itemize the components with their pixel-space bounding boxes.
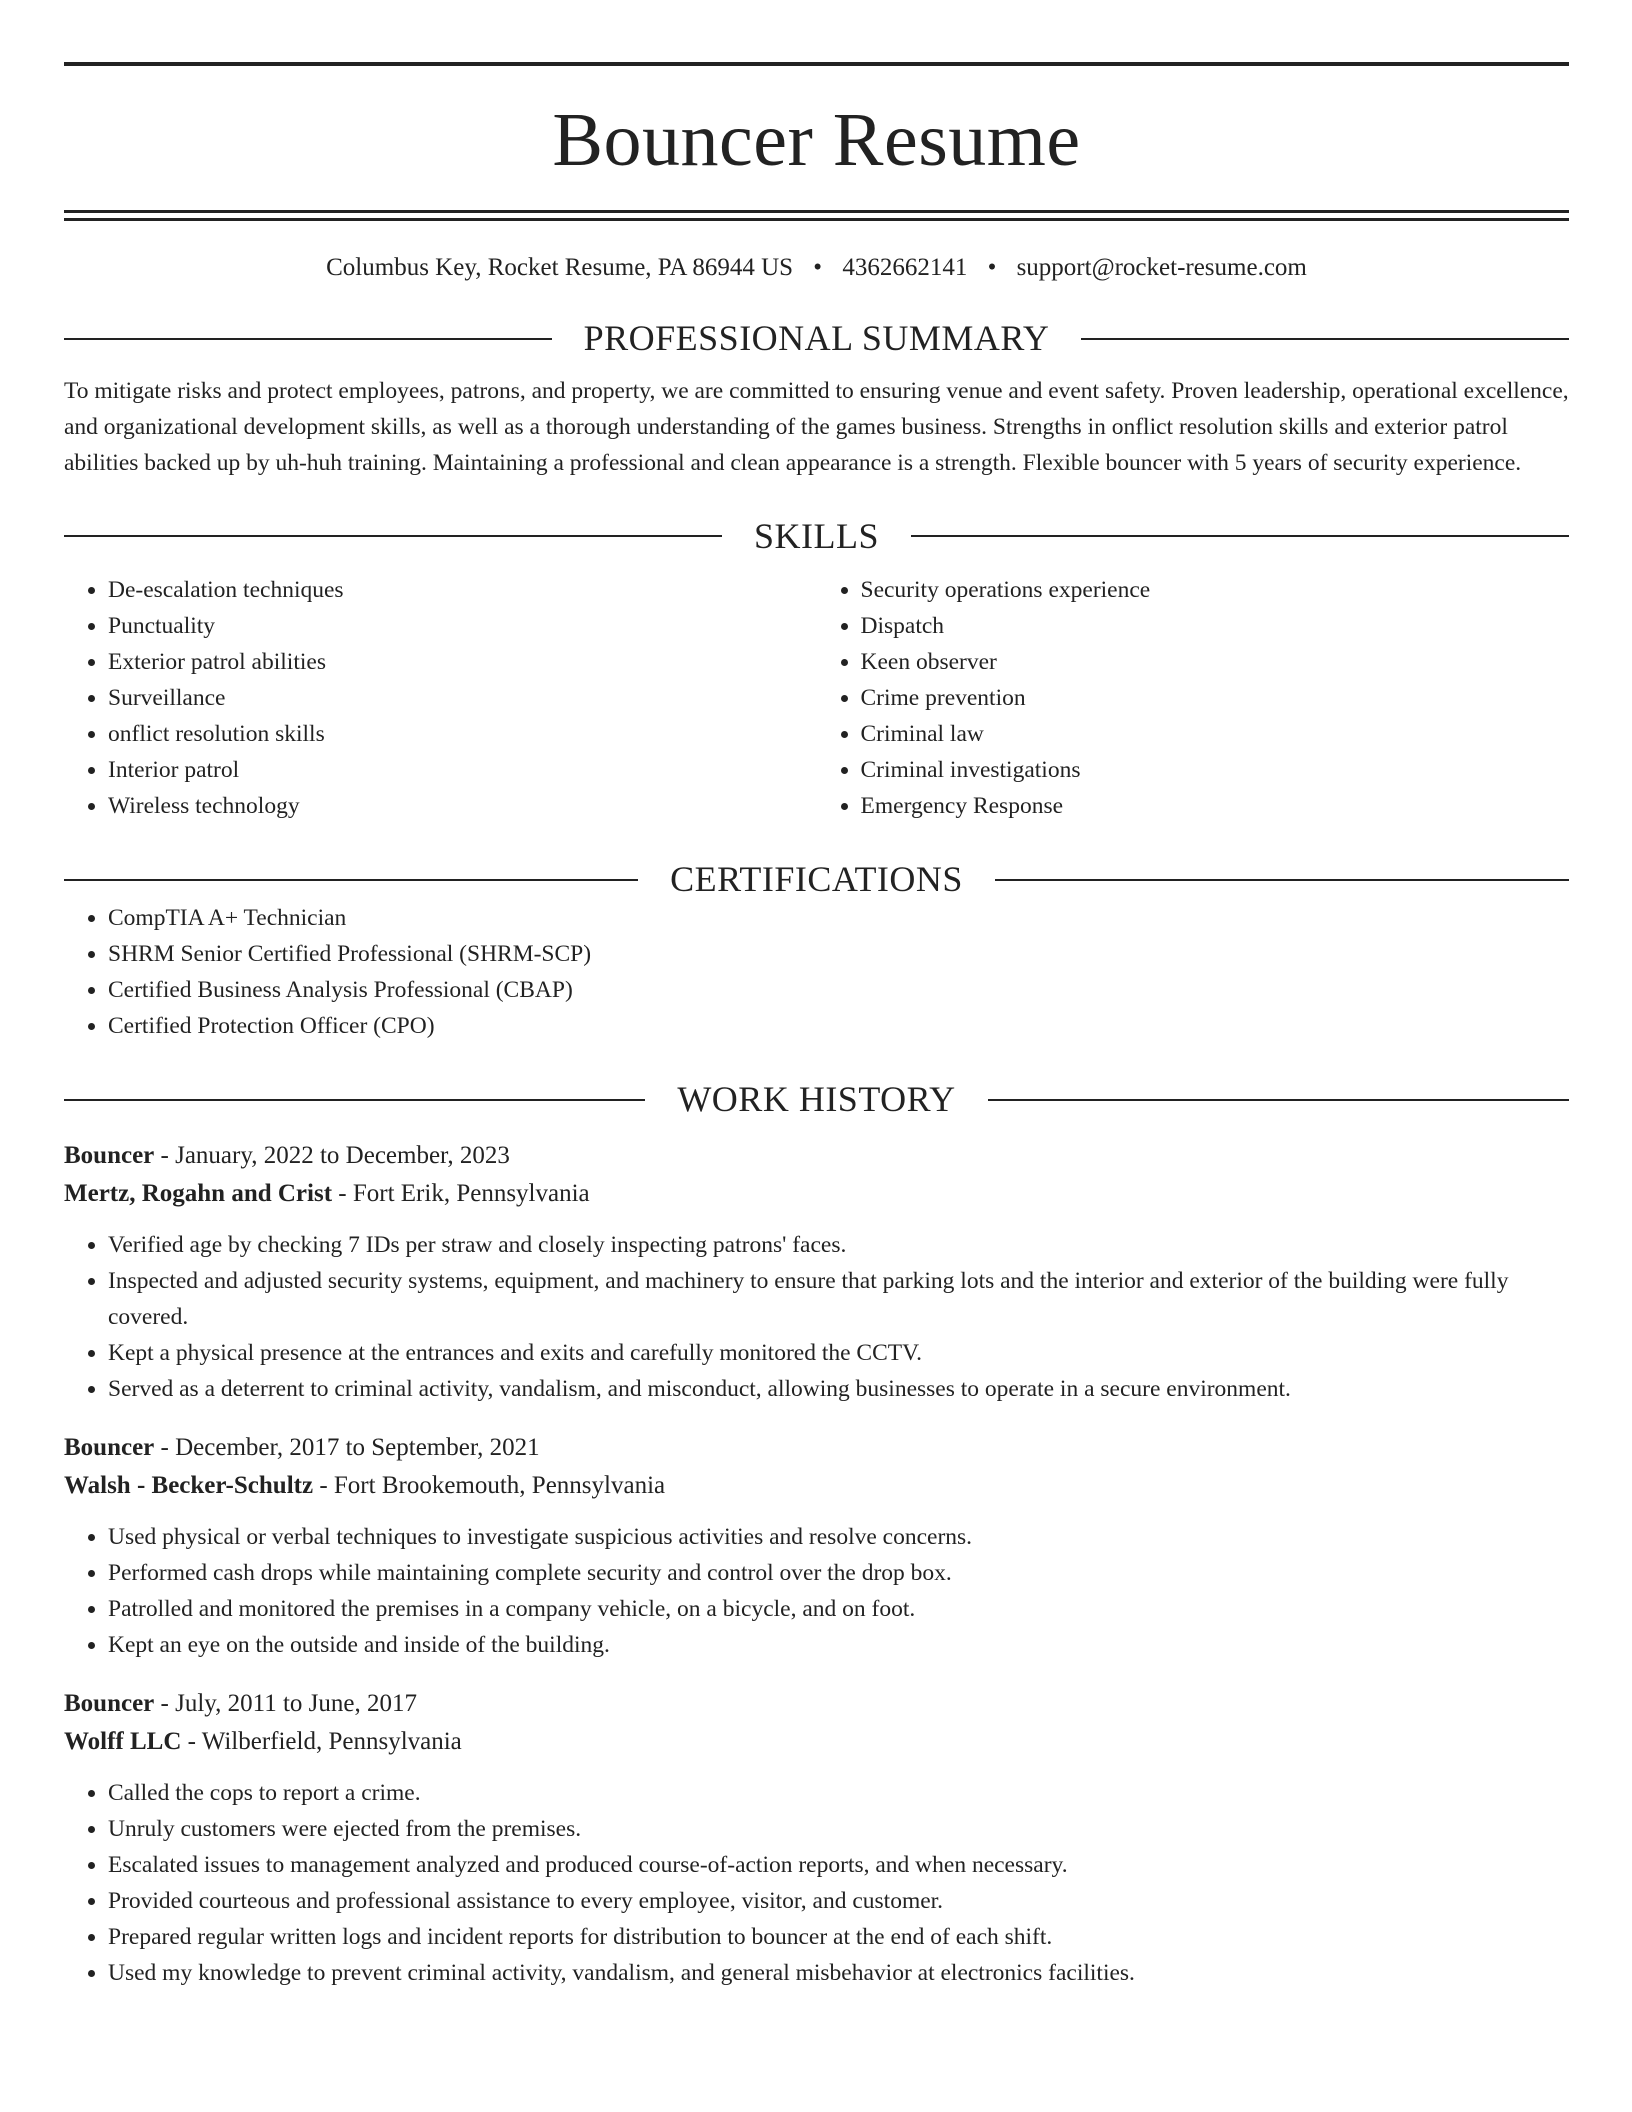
job-dates: - December, 2017 to September, 2021	[154, 1434, 540, 1462]
skill-item: • Surveillance	[108, 680, 817, 716]
skill-item: • Punctuality	[108, 608, 817, 644]
job-entry	[64, 1429, 1569, 1663]
job-entry	[64, 1685, 1569, 1991]
divider-line	[64, 879, 638, 881]
job-bullet: • Unruly customers were ejected from the premises.	[108, 1811, 1569, 1847]
skill-item: • Criminal law	[861, 716, 1570, 752]
section-title-summary: PROFESSIONAL SUMMARY	[583, 318, 1050, 358]
job-entry	[64, 1137, 1569, 1407]
job-bullet: • Kept an eye on the outside and inside of the building.	[108, 1627, 1569, 1663]
job-bullet: • Prepared regular written logs and incident reports for distribution to bouncer at the end of each shift.	[108, 1919, 1569, 1955]
skills-list-left	[64, 572, 817, 824]
job-location: - Wilberfield, Pennsylvania	[181, 1728, 462, 1756]
job-bullet: • Used my knowledge to prevent criminal activity, vandalism, and general misbehavior at electronics facilities.	[108, 1955, 1569, 1991]
summary-text: To mitigate risks and protect employees, patrons, and property, we are committed to ensuring venue and event safety. Proven leadership, operational excellence, and organizational development skills, as well as a thorough understanding of the games business. Strengths in onflict resolution skills and exterior patrol abilities backed up by uh-huh training. Maintaining a professional and clean appearance is a strength. Flexible bouncer with 5 years of security experience.	[64, 377, 1569, 476]
skill-item: • Exterior patrol abilities	[108, 644, 817, 680]
job-title-line	[64, 1685, 1569, 1723]
contact-separator: •	[987, 254, 997, 281]
skill-item: • Keen observer	[861, 644, 1570, 680]
job-bullet: • Called the cops to report a crime.	[108, 1775, 1569, 1811]
job-company: Wolff LLC	[64, 1728, 182, 1756]
job-title-line	[64, 1137, 1569, 1175]
divider-line	[64, 535, 722, 537]
contact-separator: •	[813, 254, 823, 281]
skill-item: • Criminal investigations	[861, 752, 1570, 788]
job-title: Bouncer	[64, 1142, 155, 1170]
certifications-list	[64, 900, 1569, 1044]
skills-columns	[64, 572, 1569, 824]
skill-item: • Security operations experience	[861, 572, 1570, 608]
job-bullet: • Verified age by checking 7 IDs per straw and closely inspecting patrons' faces.	[108, 1227, 1569, 1263]
skill-item: • Interior patrol	[108, 752, 817, 788]
job-title-line	[64, 1429, 1569, 1467]
skill-item: • Emergency Response	[861, 788, 1570, 824]
contact-phone: 4362662141	[842, 254, 968, 281]
certification-item: • Certified Protection Officer (CPO)	[108, 1008, 1569, 1044]
divider-line	[64, 1099, 645, 1101]
job-dates: - January, 2022 to December, 2023	[154, 1142, 510, 1170]
job-company-line	[64, 1723, 1569, 1761]
job-bullet: • Patrolled and monitored the premises in a company vehicle, on a bicycle, and on foot.	[108, 1591, 1569, 1627]
divider-line	[988, 1099, 1569, 1101]
skill-item: • De-escalation techniques	[108, 572, 817, 608]
resume-page	[64, 62, 1569, 1991]
contact-address: Columbus Key, Rocket Resume, PA 86944 US	[326, 254, 794, 281]
job-company: Walsh - Becker-Schultz	[64, 1472, 314, 1500]
divider-line	[64, 338, 552, 340]
section-header-work-history	[64, 1080, 1569, 1120]
section-header-summary	[64, 319, 1569, 359]
job-dates: - July, 2011 to June, 2017	[154, 1690, 418, 1718]
certification-item: • SHRM Senior Certified Professional (SHRM-SCP)	[108, 936, 1569, 972]
job-bullet: • Kept a physical presence at the entrances and exits and carefully monitored the CCTV.	[108, 1335, 1569, 1371]
job-company: Mertz, Rogahn and Crist	[64, 1180, 333, 1208]
job-location: - Fort Erik, Pennsylvania	[332, 1180, 590, 1208]
job-bullets	[64, 1775, 1569, 1991]
top-rule	[64, 62, 1569, 66]
divider-line	[911, 535, 1569, 537]
skills-list-right	[817, 572, 1570, 824]
skill-item: • Dispatch	[861, 608, 1570, 644]
job-bullet: • Performed cash drops while maintaining complete security and control over the drop box.	[108, 1555, 1569, 1591]
title-double-rule	[64, 210, 1569, 221]
job-company-line	[64, 1467, 1569, 1505]
contact-email: support@rocket-resume.com	[1016, 254, 1307, 281]
section-title-work-history: WORK HISTORY	[677, 1078, 956, 1119]
section-header-skills	[64, 517, 1569, 557]
job-bullet: • Provided courteous and professional assistance to every employee, visitor, and customer.	[108, 1883, 1569, 1919]
job-bullet: • Served as a deterrent to criminal activity, vandalism, and misconduct, allowing businesses to operate in a secure environment.	[108, 1371, 1569, 1407]
job-title: Bouncer	[64, 1690, 155, 1718]
resume-title: Bouncer Resume	[552, 98, 1081, 182]
section-title-certifications: CERTIFICATIONS	[670, 859, 963, 900]
section-title-skills: SKILLS	[754, 515, 880, 556]
job-location: - Fort Brookemouth, Pennsylvania	[313, 1472, 666, 1500]
divider-line	[995, 879, 1569, 881]
certification-item: • CompTIA A+ Technician	[108, 900, 1569, 936]
section-header-certifications	[64, 860, 1569, 900]
job-bullet: • Inspected and adjusted security systems, equipment, and machinery to ensure that parking lots and the interior and exterior of the building were fully covered.	[108, 1263, 1569, 1335]
skill-item: • Wireless technology	[108, 788, 817, 824]
job-bullets	[64, 1227, 1569, 1407]
contact-line	[64, 253, 1569, 283]
certification-item: • Certified Business Analysis Professional (CBAP)	[108, 972, 1569, 1008]
job-bullets	[64, 1519, 1569, 1663]
skill-item: • onflict resolution skills	[108, 716, 817, 752]
job-bullet: • Used physical or verbal techniques to investigate suspicious activities and resolve concerns.	[108, 1519, 1569, 1555]
skill-item: • Crime prevention	[861, 680, 1570, 716]
divider-line	[1081, 338, 1569, 340]
job-bullet: • Escalated issues to management analyzed and produced course-of-action reports, and when necessary.	[108, 1847, 1569, 1883]
job-company-line	[64, 1175, 1569, 1213]
job-title: Bouncer	[64, 1434, 155, 1462]
